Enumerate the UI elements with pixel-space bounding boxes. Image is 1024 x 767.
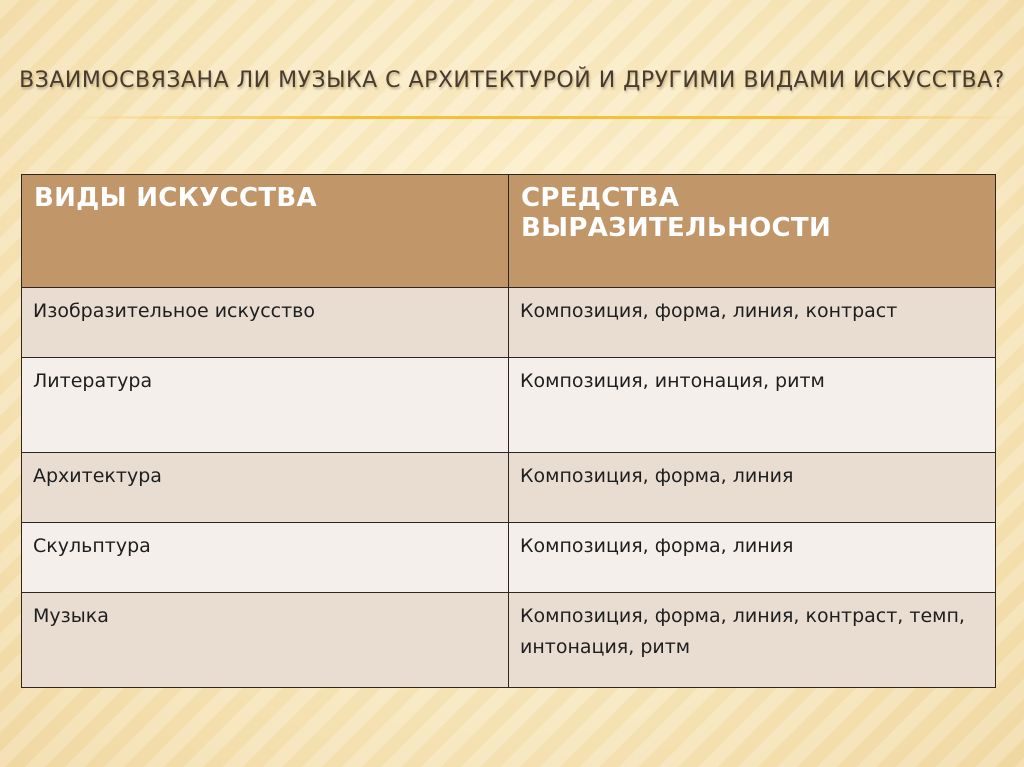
cell-art: Литература — [22, 358, 509, 453]
table-row — [22, 453, 996, 523]
table-row — [22, 358, 996, 453]
table-row — [22, 523, 996, 593]
cell-means: Композиция, форма, линия, контраст, темп, интонация, ритм — [509, 593, 996, 688]
cell-means: Композиция, форма, линия — [509, 453, 996, 523]
title-underline — [60, 116, 1020, 119]
table-header-row — [22, 175, 996, 288]
slide-title: ВЗАИМОСВЯЗАНА ЛИ МУЗЫКА С АРХИТЕКТУРОЙ И ДРУГИМИ ВИДАМИ ИСКУССТВА? — [19, 68, 1005, 93]
arts-comparison-table — [21, 174, 996, 688]
cell-means: Композиция, форма, линия, контраст — [509, 288, 996, 358]
table-row — [22, 593, 996, 688]
cell-art: Изобразительное искусство — [22, 288, 509, 358]
cell-art: Музыка — [22, 593, 509, 688]
table-row — [22, 288, 996, 358]
cell-art: Архитектура — [22, 453, 509, 523]
cell-means: Композиция, интонация, ритм — [509, 358, 996, 453]
header-art-types: ВИДЫ ИСКУССТВА — [22, 175, 509, 288]
cell-art: Скульптура — [22, 523, 509, 593]
header-means-of-expression: СРЕДСТВА ВЫРАЗИТЕЛЬНОСТИ — [509, 175, 996, 288]
cell-means: Композиция, форма, линия — [509, 523, 996, 593]
